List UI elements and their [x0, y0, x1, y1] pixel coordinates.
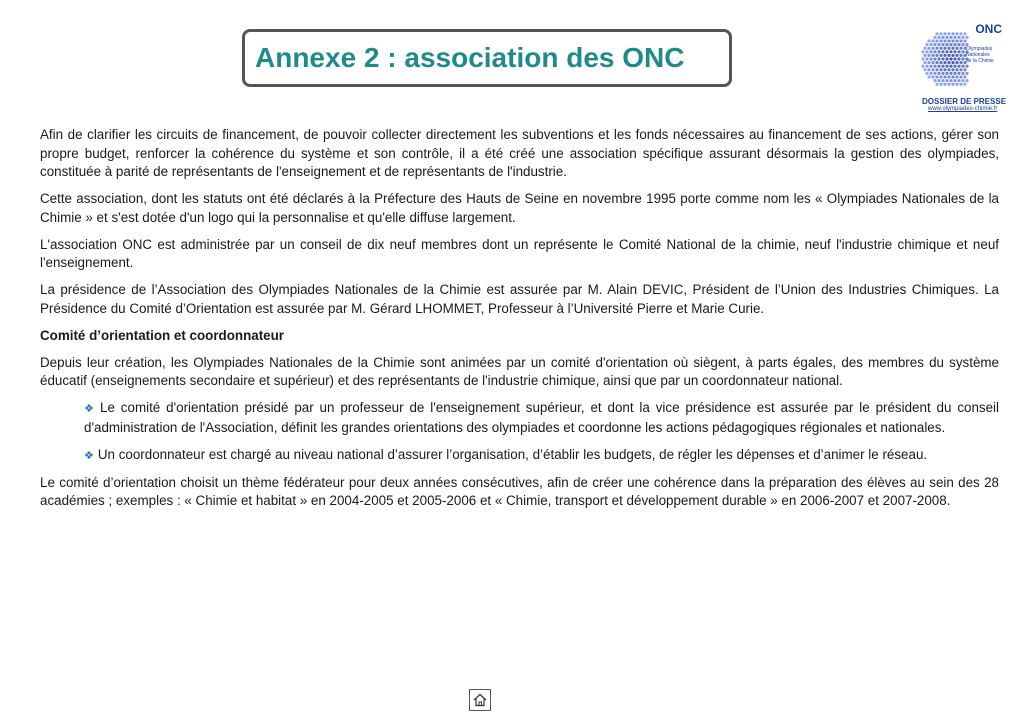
bullet-text: Le comité d'orientation présidé par un professeur de l'enseignement supérieur, et dont la vice présidence est assurée par le président du conseil d'administration de l'Association, définit les grandes orientations des olympiades et coordonne les actions pédagogiques régionales et nationales. — [84, 400, 999, 435]
logo-line: de la Chimie — [966, 58, 994, 64]
bullet-item — [40, 446, 999, 466]
logo-acronym: ONC — [975, 22, 1002, 36]
dossier-label: DOSSIER DE PRESSE — [922, 97, 1007, 106]
paragraph: L'association ONC est administrée par un conseil de dix neuf membres dont un représente le Comité National de la chimie, neuf l'industrie chimique et neuf l'enseignement. — [40, 236, 999, 270]
onc-logo — [918, 22, 1008, 118]
paragraph: La présidence de l’Association des Olympiades Nationales de la Chimie est assurée par M. Alain DEVIC, Président de l’Union des Industries Chimiques. La Présidence du Comité d’Orientation est assurée par M. Gérard LHOMMET, Professeur à l’Université Pierre et Marie Curie. — [40, 282, 999, 316]
paragraph: Le comité d’orientation choisit un thème fédérateur pour deux années consécutives, afin de créer une cohérence dans la préparation des élèves au sein des 28 académies ; exemples : « Chimie et habitat » en 2004-2005 et 2005-2006 et « Chimie, transport et développement durable » en 2006-2007 et 2007-2008. — [40, 474, 999, 508]
logo-line: Nationales — [966, 52, 990, 58]
logo-line: Olympiades — [966, 46, 993, 52]
page-title: Annexe 2 : association des ONC — [255, 42, 685, 73]
body-text — [40, 126, 999, 519]
diamond-bullet-icon: ❖ — [84, 403, 97, 415]
home-icon[interactable] — [469, 689, 491, 711]
diamond-bullet-icon: ❖ — [84, 449, 94, 462]
bullet-text: Un coordonnateur est chargé au niveau national d’assurer l’organisation, d’établir les budgets, de régler les dépenses et d’animer le réseau. — [97, 446, 928, 462]
logo-lines — [966, 46, 994, 64]
title-box — [242, 29, 732, 87]
website-link[interactable]: www.olympiades-chimie.fr — [928, 106, 998, 112]
paragraph: Cette association, dont les statuts ont été déclarés à la Préfecture des Hauts de Seine en novembre 1995 porte comme nom les « Olympiades Nationales de la Chimie » et s'est dotée d'un logo qui la personnalise et qu'elle diffuse largement. — [40, 191, 999, 225]
paragraph: Depuis leur création, les Olympiades Nationales de la Chimie sont animées par un comité d'orientation où siègent, à parts égales, des membres du système éducatif (enseignements secondaire et supérieur) et des représentants de l'industrie chimique, ainsi que par un coordonnateur national. — [40, 354, 999, 388]
paragraph: Afin de clarifier les circuits de financement, de pouvoir collecter directement les subventions et les fonds nécessaires au financement de ses actions, gérer son propre budget, renforcer la cohérence du système et son contrôle, il a été créé une association spécifique assurant désormais la gestion des olympiades, constituée à parité de représentants de l'enseignement et de représentants de l'industrie. — [40, 127, 999, 179]
section-heading: Comité d’orientation et coordonnateur — [40, 327, 285, 343]
bullet-item — [40, 399, 999, 437]
home-glyph-icon — [472, 692, 488, 708]
